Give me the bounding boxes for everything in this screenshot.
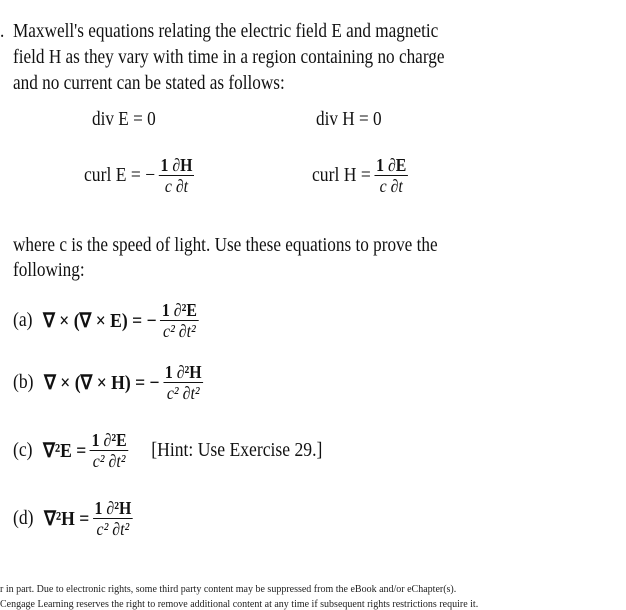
part-fraction (90, 430, 129, 471)
part-lhs: ∇²E = (43, 440, 87, 462)
equation-curl-h (312, 155, 412, 196)
part-hint: [Hint: Use Exercise 29.] (151, 439, 323, 461)
part-a (13, 300, 202, 341)
part-c (13, 430, 322, 471)
footer-line-1: r in part. Due to electronic rights, some third party content may be suppressed from the eBook and/or eChapter(s). (0, 584, 457, 595)
part-lhs: ∇ × (∇ × H) = − (44, 372, 160, 394)
part-fraction (163, 362, 203, 403)
part-fraction (160, 300, 199, 341)
problem-number-mark: . (0, 20, 5, 42)
part-fraction (93, 498, 133, 539)
equation-curl-e (84, 155, 198, 196)
intro-line-1: Maxwell's equations relating the electric field E and magnetic (13, 20, 439, 42)
part-label: (c) (13, 439, 33, 461)
fraction-numerator: 1 ∂²H (94, 498, 132, 518)
part-b (13, 362, 207, 403)
curl-e-lhs: curl E = − (84, 164, 156, 186)
equation-div-h: div H = 0 (316, 108, 382, 130)
part-lhs: ∇ × (∇ × E) = − (43, 310, 157, 332)
fraction-denominator: c² ∂t² (163, 321, 196, 341)
fraction-denominator: c² ∂t² (96, 519, 130, 539)
fraction-denominator: c ∂t (164, 176, 189, 196)
part-label: (a) (13, 309, 33, 331)
fraction-numerator: 1 ∂H (160, 155, 193, 175)
fraction-numerator: 1 ∂²E (91, 430, 127, 450)
intro-line-2: field H as they vary with time in a region containing no charge (13, 46, 445, 68)
part-label: (b) (13, 371, 34, 393)
curl-h-fraction (374, 155, 408, 196)
fraction-denominator: c ∂t (379, 176, 403, 196)
part-lhs: ∇²H = (44, 508, 90, 530)
part-label: (d) (13, 507, 34, 529)
fraction-denominator: c² ∂t² (166, 383, 200, 403)
intro-line-3: and no current can be stated as follows: (13, 72, 285, 94)
curl-e-fraction (159, 155, 195, 196)
fraction-numerator: 1 ∂²H (164, 362, 202, 382)
equation-div-e: div E = 0 (92, 108, 156, 130)
part-d (13, 498, 137, 539)
curl-h-lhs: curl H = (312, 164, 371, 186)
footer-line-2: Cengage Learning reserves the right to remove additional content at any time if subsequent rights restrictions require it. (0, 599, 479, 610)
fraction-denominator: c² ∂t² (92, 451, 126, 471)
fraction-numerator: 1 ∂E (376, 155, 407, 175)
where-line-1: where c is the speed of light. Use these equations to prove the (13, 234, 438, 256)
fraction-numerator: 1 ∂²E (161, 300, 197, 320)
where-line-2: following: (13, 259, 85, 281)
